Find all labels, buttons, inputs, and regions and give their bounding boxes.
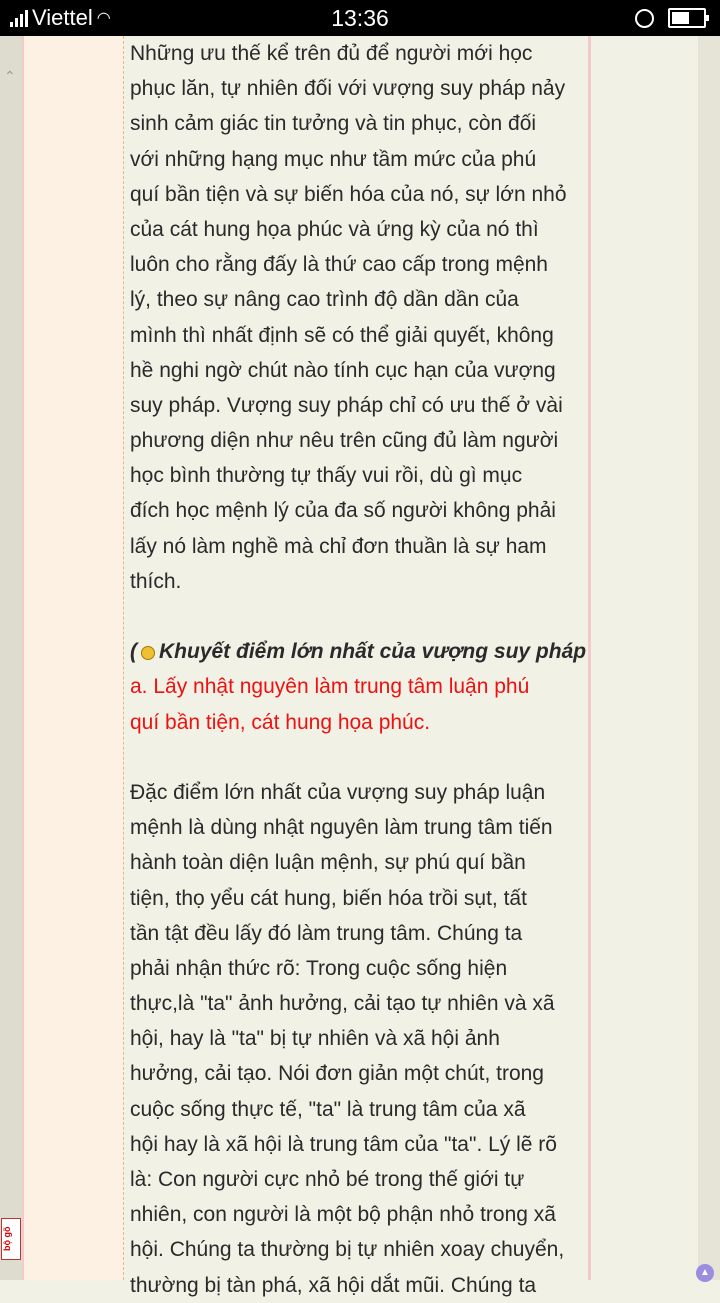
article-line: là: Con người cực nhỏ bé trong thế giới tự: [130, 1168, 525, 1191]
article-line: thường bị tàn phá, xã hội dắt mũi. Chúng ta: [130, 1273, 537, 1297]
article-line: phục lăn, tự nhiên đối với vượng suy pháp nảy: [130, 77, 566, 101]
left-margin-pattern: [0, 36, 22, 1280]
input-method-tab[interactable]: bộ gõ: [1, 1218, 21, 1260]
article-line: học bình thường tự thấy vui rồi, dù gì mục: [130, 464, 523, 488]
article-line: Đặc điểm lớn nhất của vượng suy pháp luận: [130, 780, 546, 804]
heading-text: Khuyết điểm lớn nhất của vượng suy pháp: [159, 640, 587, 664]
article-line: quí bần tiện, cát hung họa phúc.: [130, 710, 431, 734]
article-line: nhiên, con người là một bộ phận nhỏ trong xã: [130, 1203, 556, 1227]
article-line: mệnh là dùng nhật nguyên làm trung tâm tiến: [130, 816, 553, 840]
article-line: hội, hay là "ta" bị tự nhiên và xã hội ảnh: [130, 1027, 500, 1051]
wifi-icon: ◠: [96, 10, 111, 27]
article-line: tần tật đều lấy đó làm trung tâm. Chúng ta: [130, 921, 523, 945]
article-line: với những hạng mục như tầm mức của phú: [130, 147, 537, 171]
article-line: suy pháp. Vượng suy pháp chỉ có ưu thế ở vài: [130, 393, 563, 417]
article-content: [125, 36, 591, 1297]
arrow-up-icon[interactable]: ▲: [696, 1264, 714, 1282]
article-line: phải nhận thức rõ: Trong cuộc sống hiện: [130, 956, 508, 980]
article-line: lý, theo sự nâng cao trình độ dần dần của: [130, 288, 519, 312]
article-line: cuộc sống thực tế, "ta" là trung tâm của xã: [130, 1097, 526, 1121]
article-line: hội. Chúng ta thường bị tự nhiên xoay chuyển,: [130, 1238, 565, 1262]
carrier-name: Viettel: [32, 5, 93, 30]
article-line: đích học mệnh lý của đa số người không phải: [130, 499, 556, 523]
article-line: sinh cảm giác tin tưởng và tin phục, còn đối: [130, 112, 537, 136]
chevron-up-icon[interactable]: ⌃: [4, 68, 16, 84]
article-line: hề nghi ngờ chút nào tính cục hạn của vượng: [130, 358, 556, 382]
article-line: lấy nó làm nghề mà chỉ đơn thuần là sự ham: [130, 534, 547, 558]
article-line: Những ưu thế kể trên đủ để người mới học: [130, 42, 533, 65]
clock: 13:36: [331, 5, 389, 31]
article-line: thích.: [130, 569, 182, 593]
heading-prefix: (: [130, 640, 137, 664]
article-line: luôn cho rằng đấy là thứ cao cấp trong mệnh: [130, 253, 548, 277]
article-line: quí bần tiện và sự biến hóa của nó, sự lớn nhỏ: [130, 182, 567, 206]
article-line: thực,là "ta" ảnh hưởng, cải tạo tự nhiên và xã: [130, 992, 555, 1016]
article-line: a. Lấy nhật nguyên làm trung tâm luận phú: [130, 675, 530, 699]
article-line: hội hay là xã hội là trung tâm của "ta". Lý lẽ rõ: [130, 1132, 557, 1156]
article-line: phương diện như nêu trên cũng đủ làm người: [130, 429, 559, 453]
emoji-icon: [141, 646, 155, 660]
alarm-icon: [635, 9, 654, 28]
article-line: hưởng, cải tạo. Nói đơn giản một chút, trong: [130, 1062, 544, 1086]
side-column: [22, 36, 124, 1280]
article-line: mình thì nhất định sẽ có thể giải quyết, không: [130, 323, 554, 347]
battery-icon: [668, 8, 706, 28]
article-line: của cát hung họa phúc và ứng kỳ của nó thì: [130, 217, 539, 241]
status-bar: [0, 0, 720, 36]
article-line: tiện, thọ yểu cát hung, biến hóa trồi sụt, tất: [130, 886, 527, 910]
article-line: hành toàn diện luận mệnh, sự phú quí bần: [130, 851, 526, 875]
right-margin-pattern: [698, 36, 720, 1280]
section-heading: [130, 634, 586, 669]
